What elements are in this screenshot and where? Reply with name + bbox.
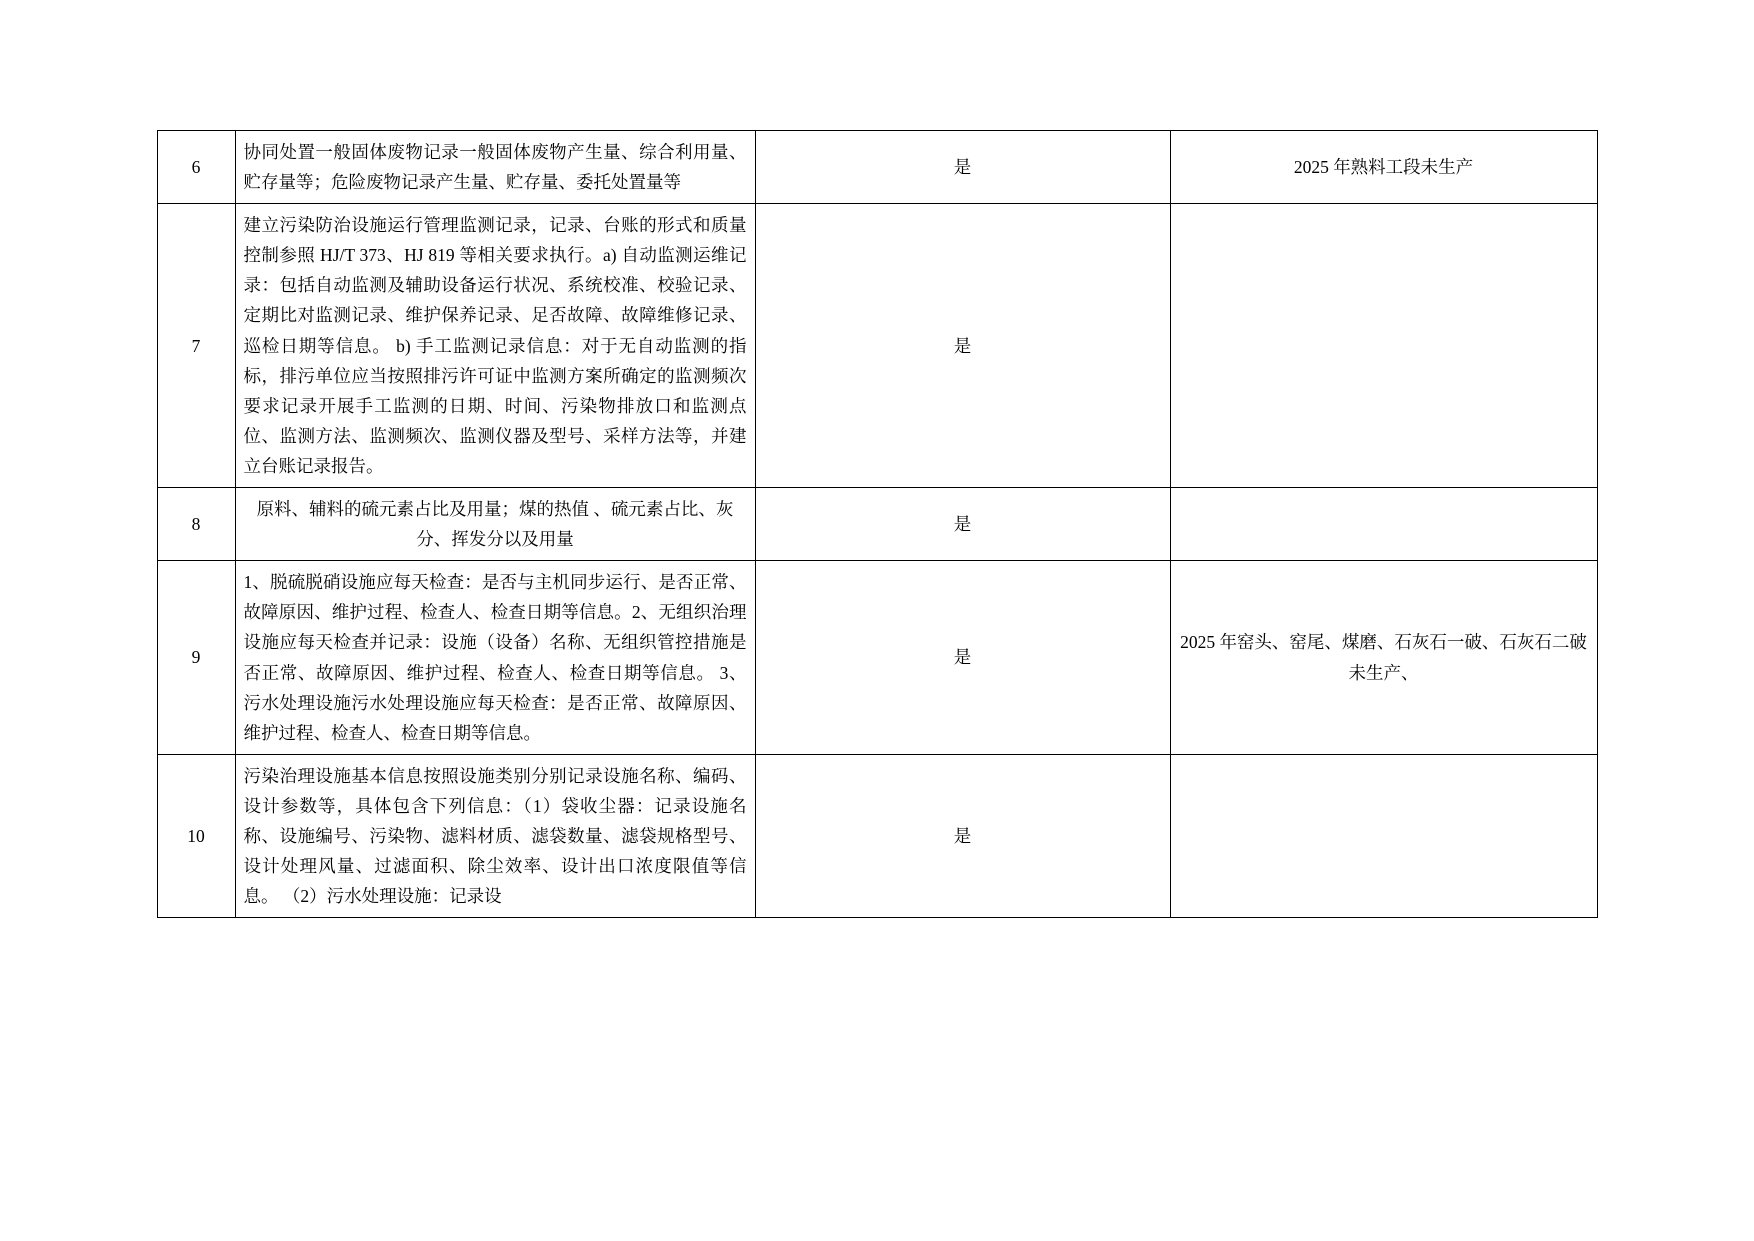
- compliance-value: 是: [953, 335, 972, 356]
- requirement-cell: [235, 204, 755, 488]
- row-number-cell: [157, 131, 235, 204]
- requirement-text: 协同处置一般固体废物记录一般固体废物产生量、综合利用量、贮存量等；危险废物记录产生量、贮存量、委托处置量等: [243, 142, 747, 193]
- note-text: 2025 年窑头、窑尾、煤磨、石灰石一破、石灰石二破未生产、: [1180, 632, 1587, 683]
- compliance-cell: [755, 754, 1170, 917]
- requirement-text: 污染治理设施基本信息按照设施类别分别记录设施名称、编码、设计参数等，具体包含下列信息：（1）袋收尘器：记录设施名称、设施编号、污染物、滤料材质、滤袋数量、滤袋规格型号、设计处理风量、过滤面积、除尘效率、设计出口浓度限值等信息。 （2）污水处理设施：记录设: [243, 765, 747, 907]
- table-row: [157, 488, 1597, 561]
- compliance-value: 是: [953, 647, 972, 668]
- note-cell: [1170, 204, 1597, 488]
- requirement-cell: [235, 754, 755, 917]
- row-number-cell: [157, 204, 235, 488]
- table-row: [157, 131, 1597, 204]
- compliance-cell: [755, 131, 1170, 204]
- table-row: [157, 561, 1597, 755]
- table-row: [157, 204, 1597, 488]
- requirement-text: 1、脱硫脱硝设施应每天检查：是否与主机同步运行、是否正常、故障原因、维护过程、检查人、检查日期等信息。2、无组织治理设施应每天检查并记录：设施（设备）名称、无组织管控措施是否正常、故障原因、维护过程、检查人、检查日期等信息。 3、污水处理设施污水处理设施应每天检查：是否正常、故障原因、维护过程、检查人、检查日期等信息。: [243, 572, 747, 743]
- compliance-table: [157, 130, 1598, 918]
- row-number-cell: [157, 488, 235, 561]
- compliance-value: 是: [953, 514, 972, 535]
- row-number: 6: [191, 157, 201, 178]
- row-number-cell: [157, 754, 235, 917]
- row-number: 10: [187, 825, 205, 846]
- compliance-cell: [755, 204, 1170, 488]
- note-cell: [1170, 754, 1597, 917]
- requirement-text: 建立污染防治设施运行管理监测记录，记录、台账的形式和质量控制参照 HJ/T 373、HJ 819 等相关要求执行。a) 自动监测运维记录：包括自动监测及辅助设备运行状况、系统校准、校验记录、定期比对监测记录、维护保养记录、足否故障、故障维修记录、巡检日期等信息。 b) 手工监测记录信息：对于无自动监测的指标，排污单位应当按照排污许可证中监测方案所确定的监测频次要求记录开展手工监测的日期、时间、污染物排放口和监测点位、监测方法、监测频次、监测仪器及型号、采样方法等，并建立台账记录报告。: [243, 215, 747, 476]
- note-text: 2025 年熟料工段未生产: [1293, 157, 1474, 178]
- compliance-value: 是: [953, 825, 972, 846]
- requirement-cell: [235, 488, 755, 561]
- table-row: [157, 754, 1597, 917]
- table-body: [157, 131, 1597, 918]
- requirement-text: 原料、辅料的硫元素占比及用量；煤的热值 、硫元素占比、灰分、挥发分以及用量: [256, 499, 734, 550]
- requirement-cell: [235, 561, 755, 755]
- compliance-value: 是: [953, 157, 972, 178]
- row-number-cell: [157, 561, 235, 755]
- note-cell: [1170, 131, 1597, 204]
- row-number: 8: [191, 514, 201, 535]
- compliance-cell: [755, 561, 1170, 755]
- row-number: 7: [191, 335, 201, 356]
- note-cell: [1170, 488, 1597, 561]
- requirement-cell: [235, 131, 755, 204]
- compliance-cell: [755, 488, 1170, 561]
- note-cell: [1170, 561, 1597, 755]
- row-number: 9: [191, 647, 201, 668]
